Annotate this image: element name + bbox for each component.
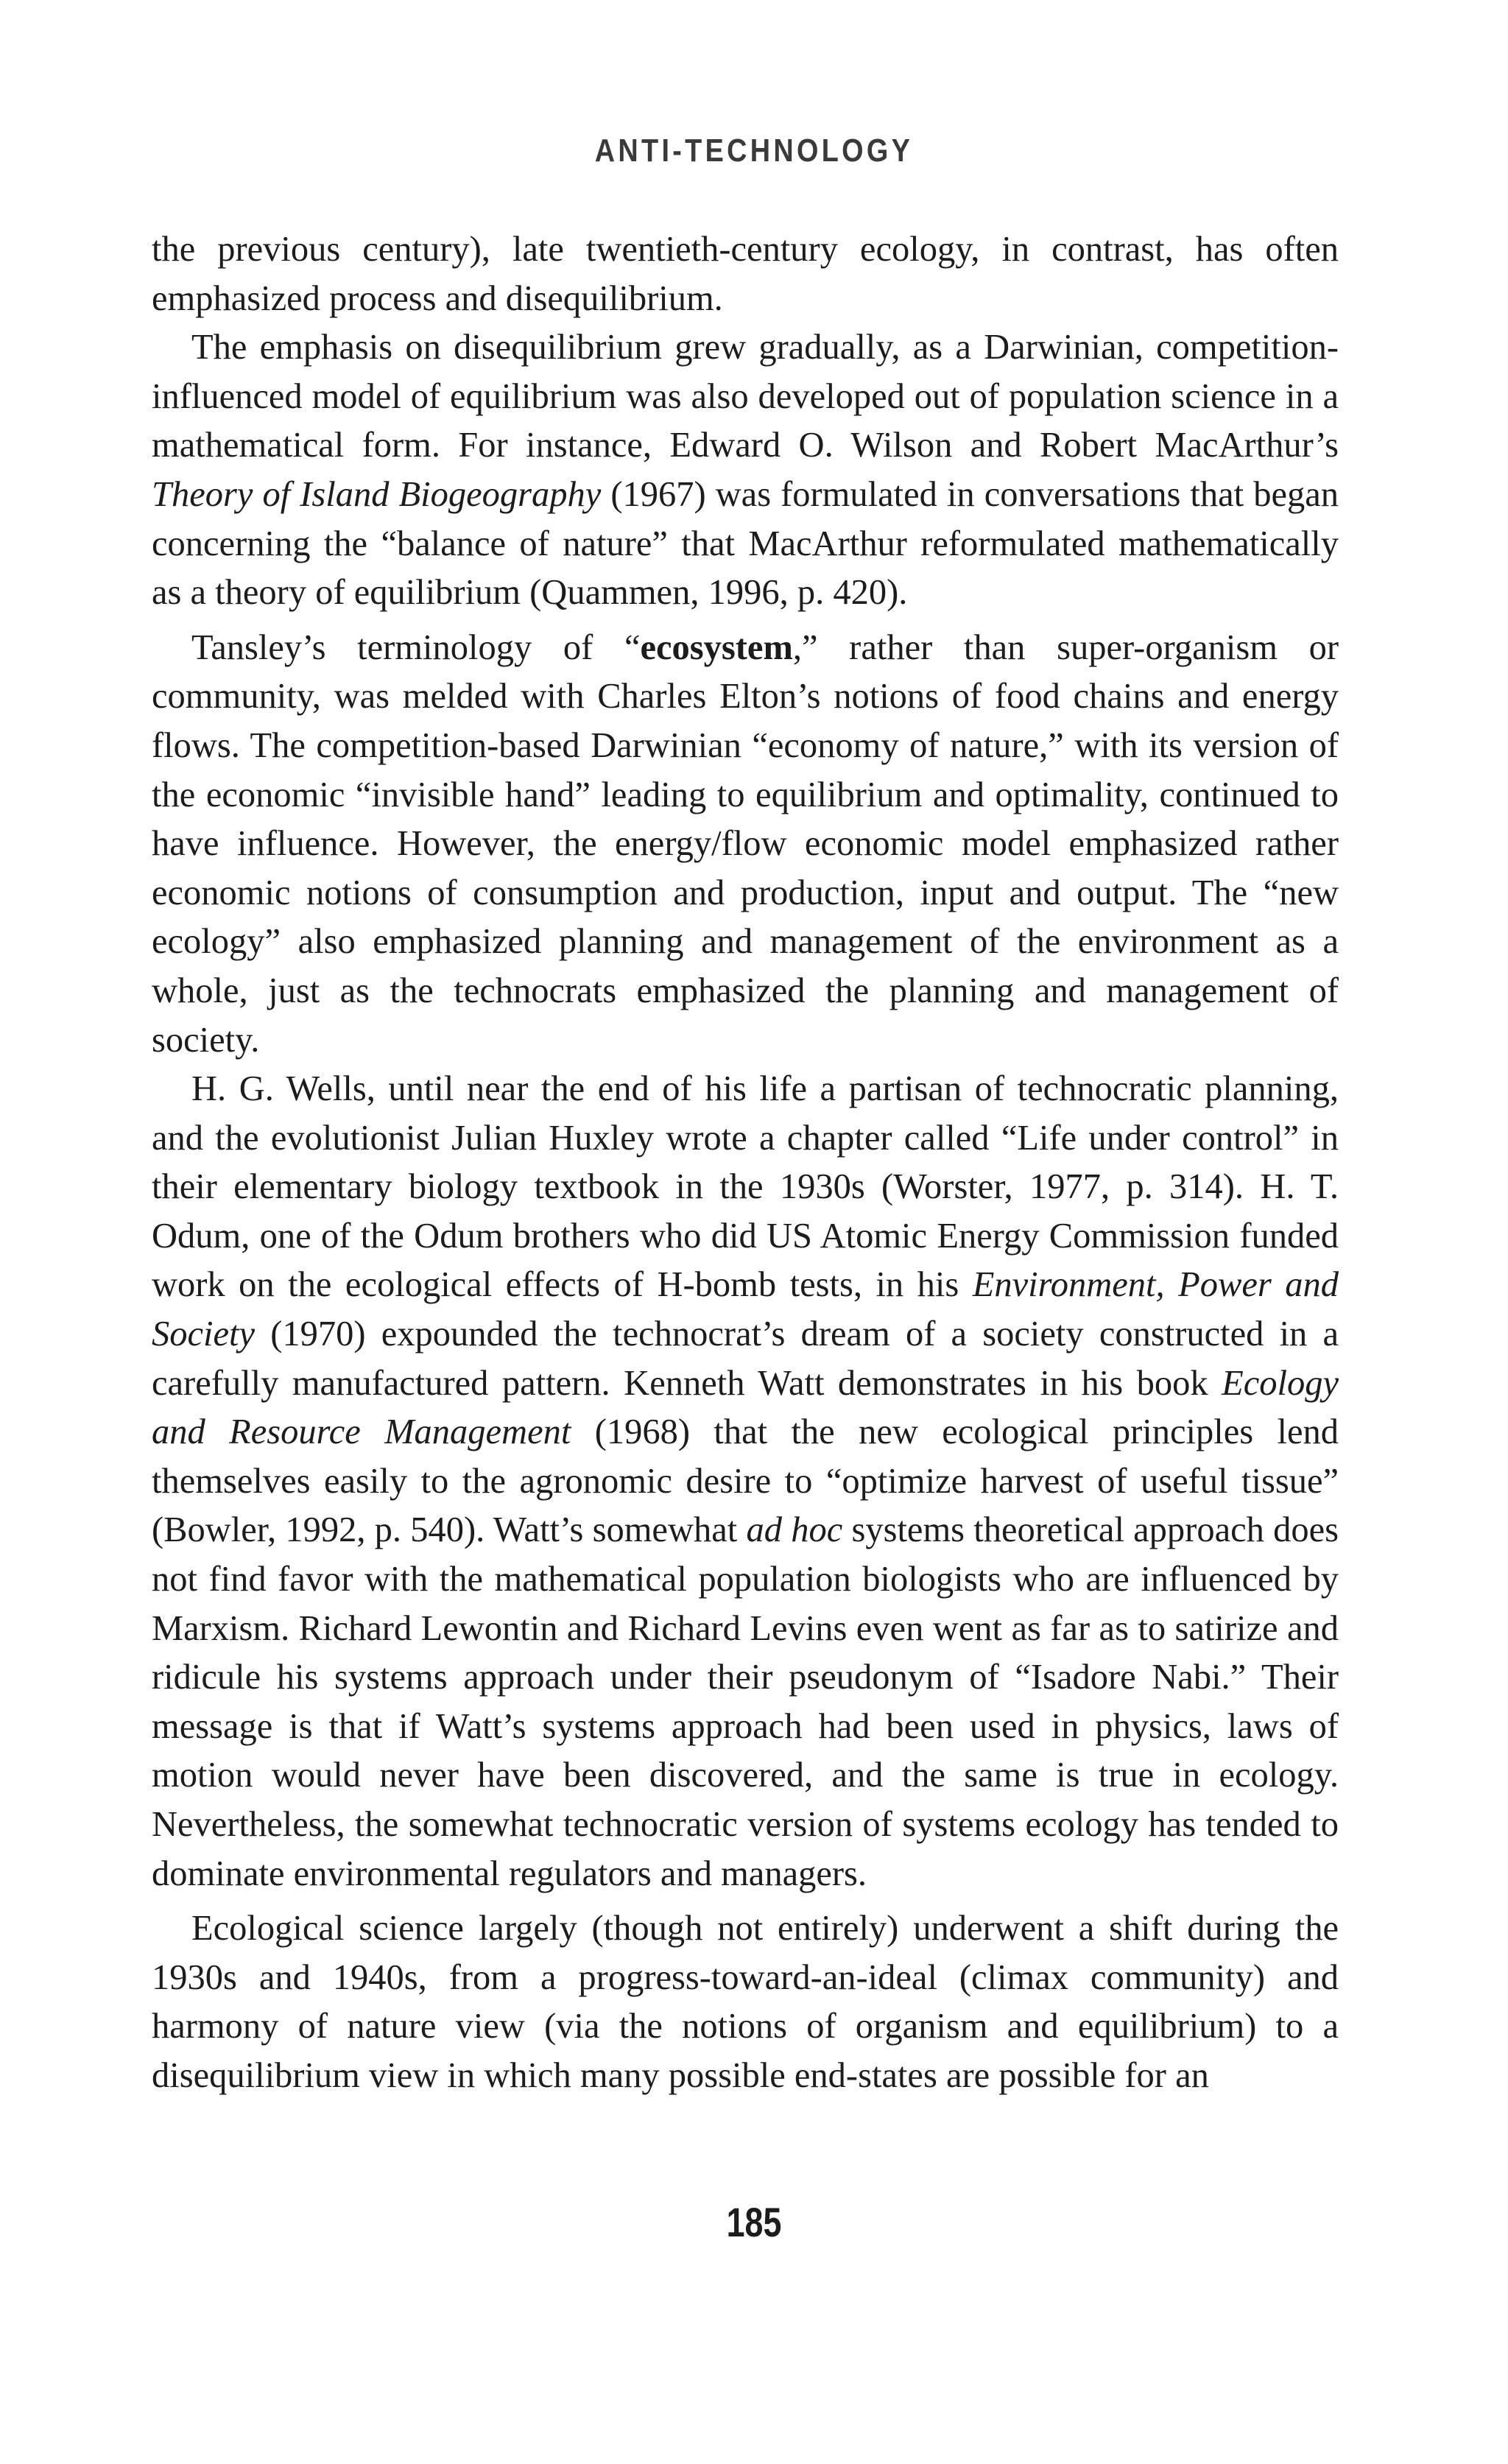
text-span: ,” rather than super-organism or community, was melded with Charles Elton’s notions of food chains and energy flows. The competition-based Darwinian “economy of nature,” with its version of the economic “invisible hand” leading to equilibrium and optimality, continued to have influence. However, the energy/flow economic model emphasized rather economic notions of consumption and production, input and output. The “new ecology” also emphasized planning and management of the environment as a whole, just as the technocrats emphasized the planning and management of society. xyxy=(152,627,1339,1060)
italic-phrase: ad hoc xyxy=(746,1510,843,1550)
book-title: Environment, Power and Society xyxy=(152,1265,1339,1354)
book-title: Ecology and Resource Management xyxy=(152,1363,1339,1452)
text-span: the previous century), late twentieth-century ecology, in contrast, has often emphasized process and disequilibrium. xyxy=(152,230,1339,318)
text-span: Tansley’s terminology of “ xyxy=(191,627,641,667)
running-head: ANTI-TECHNOLOGY xyxy=(594,133,914,169)
book-title: Theory of Island Biogeography xyxy=(152,474,602,514)
body-text xyxy=(152,225,1339,2101)
paragraph xyxy=(152,323,1339,618)
text-span: Ecological science largely (though not entirely) underwent a shift during the 1930s and 1940s, from a progress-toward-an-ideal (climax community) and harmony of nature view (via the notions of organism and equilibrium) to a disequilibrium view in which many possible end-states are possible for an xyxy=(152,1909,1339,2095)
paragraph xyxy=(152,225,1339,323)
text-span: H. G. Wells, until near the end of his life a partisan of technocratic planning, and the evolutionist Julian Huxley wrote a chapter called “Life under control” in their elementary biology textbook in the 1930s (Worster, 1977, p. 314). H. T. Odum, one of the Odum brothers who did US Atomic Energy Commission funded work on the ecological effects of H-bomb tests, in his xyxy=(152,1069,1339,1305)
paragraph xyxy=(152,624,1339,1065)
text-span: (1968) that the new ecological principles lend themselves easily to the agronomic desire to “optimize harvest of useful tissue” (Bowler, 1992, p. 540). Watt’s somewhat xyxy=(152,1412,1339,1550)
paragraph xyxy=(152,1065,1339,1898)
page-number: 185 xyxy=(726,2199,782,2245)
text-span: systems theoretical approach does not find favor with the mathematical population biologists who are influenced by Marxism. Richard Lewontin and Richard Levins even went as far as to satirize and ridicule his systems approach under their pseudonym of “Isadore Nabi.” Their message is that if Watt’s systems approach had been used in physics, laws of motion would never have been discovered, and the same is true in ecology. Nevertheless, the somewhat technocratic version of systems ecology has tended to dominate environmental regulators and managers. xyxy=(152,1510,1339,1893)
paragraph xyxy=(152,1904,1339,2100)
text-span: (1967) was formulated in conversations that began concerning the “balance of nature” that MacArthur reformulated mathematically as a theory of equilibrium (Quammen, 1996, p. 420). xyxy=(152,474,1339,613)
text-span: The emphasis on disequilibrium grew gradually, as a Darwinian, competition-influenced model of equilibrium was also developed out of population science in a mathematical form. For instance, Edward O. Wilson and Robert MacArthur’s xyxy=(152,328,1339,465)
key-term: ecosystem xyxy=(640,627,793,667)
text-span: (1970) expounded the technocrat’s dream of a society constructed in a carefully manufactured pattern. Kenneth Watt demonstrates in his book xyxy=(152,1314,1339,1403)
